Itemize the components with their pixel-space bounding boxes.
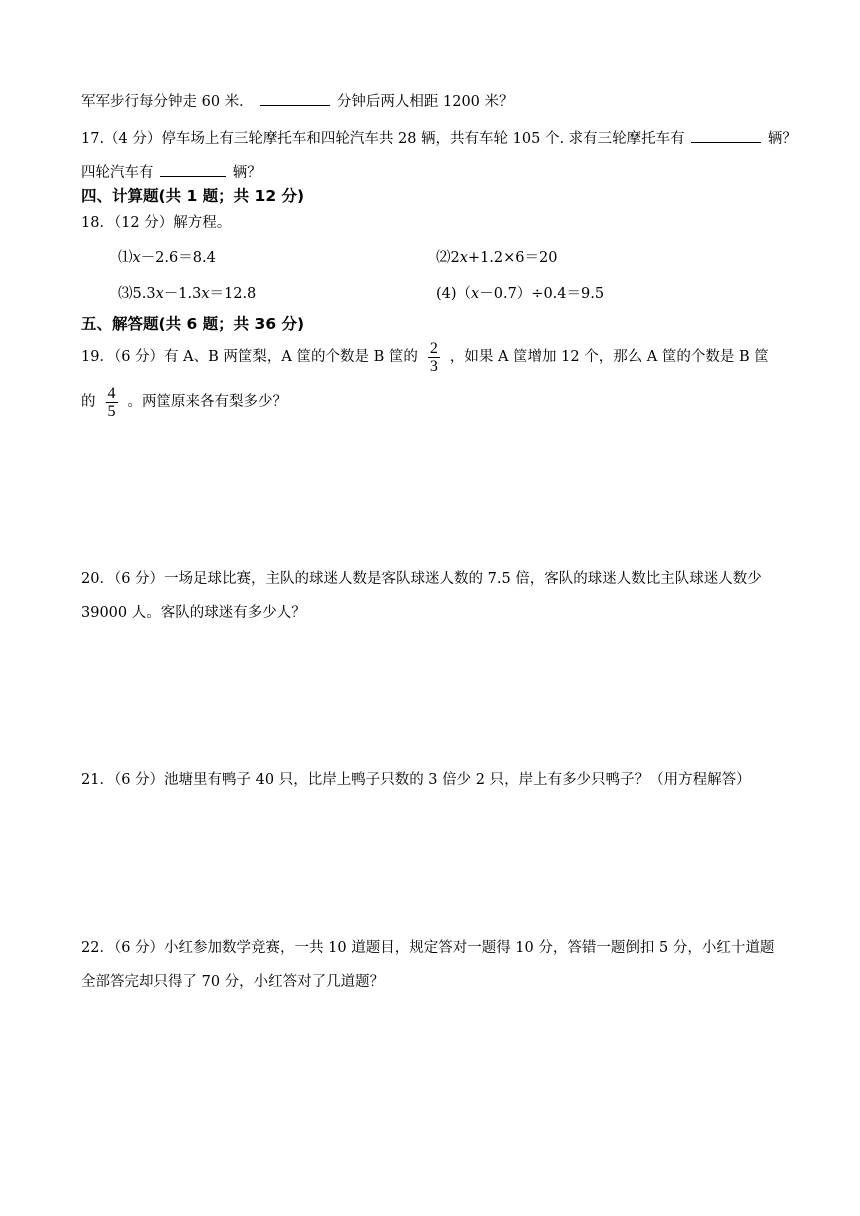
question-16-line — [81, 90, 514, 112]
question-19-line-2: 的 $\frac{4}{5}$ 。两筐原来各有梨多少？ — [81, 384, 287, 420]
question-19-line-1: 19．（6 分）有 A、B 两筐梨，A 筐的个数是 B 筐的 $\frac{2}{3}$ ，如果 A 筐增加 12 个，那么 A 筐的个数是 B 筐 — [81, 339, 769, 375]
answer-blank[interactable] — [160, 161, 226, 177]
question-16-text-a: 军军步行每分钟走 60 米． — [81, 94, 254, 110]
fraction-four-fifths: $\frac{4}{5}$ — [107, 384, 116, 420]
equation-3: ⑶5.3x－1.3x＝12.8 — [118, 286, 257, 302]
fraction-two-thirds: $\frac{2}{3}$ — [429, 339, 438, 375]
section-4-title: 四、计算题(共 1 题；共 12 分) — [81, 187, 305, 205]
question-20-line-1: 20．（6 分）一场足球比赛，主队的球迷人数是客队球迷人数的 7.5 倍，客队的球迷人数比主队球迷人数少 — [81, 571, 762, 587]
question-22-line-1: 22．（6 分）小红参加数学竞赛，一共 10 道题目，规定答对一题得 10 分，答错一题倒扣 5 分，小红十道题 — [81, 940, 775, 956]
question-20-line-2: 39000 人。客队的球迷有多少人？ — [81, 605, 306, 621]
question-22-line-2: 全部答完却只得了 70 分，小红答对了几道题？ — [81, 974, 385, 990]
question-16-text-b: 分钟后两人相距 1200 米？ — [336, 94, 514, 110]
question-17-text-c: 四轮汽车有 — [81, 165, 154, 181]
question-18-stem: 18．（12 分）解方程。 — [81, 215, 232, 231]
section-5-title: 五、解答题(共 6 题；共 36 分) — [81, 315, 305, 333]
question-17-text-a: 17.（4 分）停车场上有三轮摩托车和四轮汽车共 28 辆，共有车轮 105 个. 求有三轮摩托车有 — [81, 131, 685, 147]
equation-4: (4)（x－0.7）÷0.4＝9.5 — [436, 286, 605, 302]
answer-blank[interactable] — [691, 127, 761, 143]
answer-blank[interactable] — [260, 90, 330, 106]
question-17-line-2 — [81, 161, 262, 183]
question-17-text-b: 辆？ — [767, 131, 797, 147]
question-17-line-1 — [81, 127, 797, 149]
equation-2: ⑵2x+1.2×6＝20 — [436, 250, 558, 266]
equation-1: ⑴x－2.6＝8.4 — [118, 250, 216, 266]
question-17-text-d: 辆？ — [232, 165, 262, 181]
question-21-line-1: 21．（6 分）池塘里有鸭子 40 只，比岸上鸭子只数的 3 倍少 2 只，岸上有多少只鸭子？（用方程解答） — [81, 772, 751, 788]
